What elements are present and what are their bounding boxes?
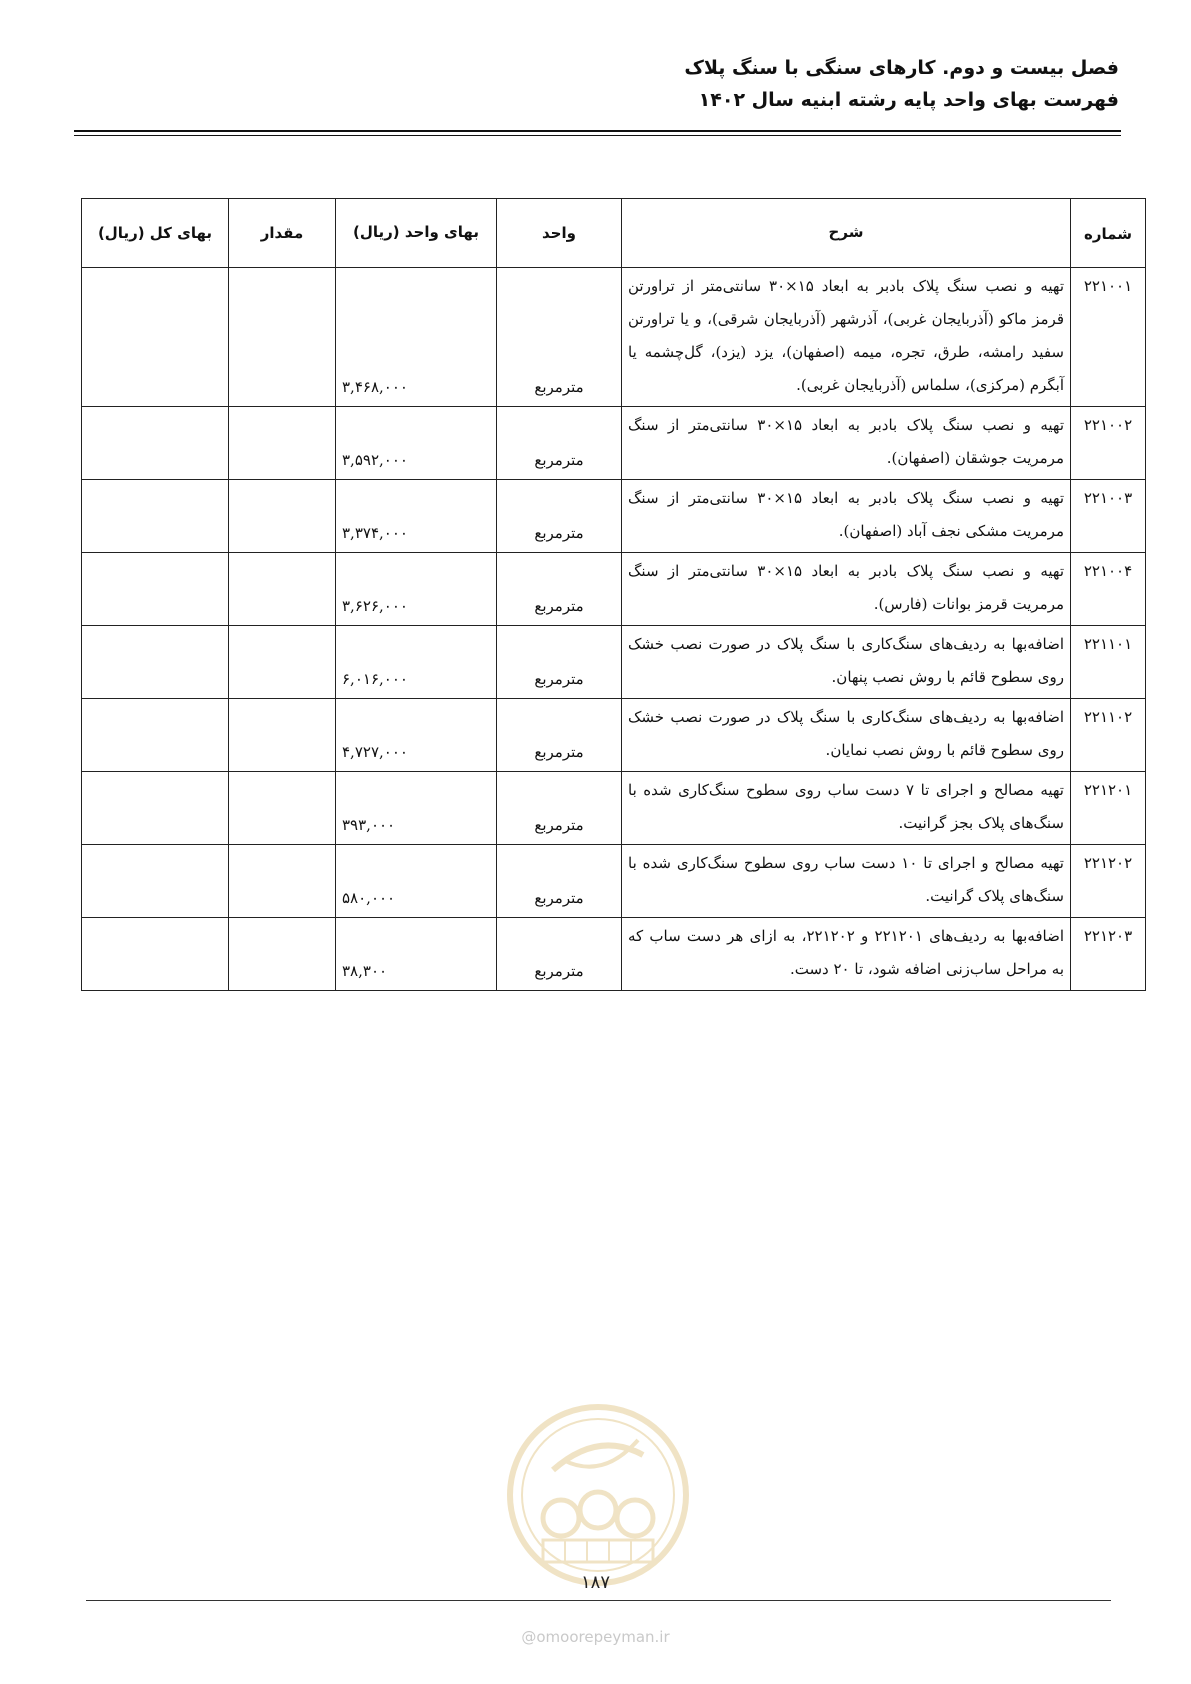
row-unit-price: ۳,۴۶۸,۰۰۰ — [336, 268, 497, 407]
row-quantity — [229, 918, 336, 991]
row-unit-price: ۳,۳۷۴,۰۰۰ — [336, 480, 497, 553]
row-quantity — [229, 772, 336, 845]
row-number: ۲۲۱۱۰۱ — [1071, 626, 1146, 699]
row-description: تهیه و نصب سنگ پلاک بادبر به ابعاد ۱۵×۳۰ سانتی‌متر از سنگ مرمریت مشکی نجف آباد (اصفهان). — [622, 480, 1071, 553]
column-header-quantity: مقدار — [229, 199, 336, 268]
row-quantity — [229, 699, 336, 772]
row-unit: مترمربع — [497, 268, 622, 407]
row-total-price — [82, 268, 229, 407]
row-unit-price: ۳,۵۹۲,۰۰۰ — [336, 407, 497, 480]
row-description: تهیه مصالح و اجرای تا ۷ دست ساب روی سطوح سنگ‌کاری شده با سنگ‌های پلاک بجز گرانیت. — [622, 772, 1071, 845]
row-description: تهیه و نصب سنگ پلاک بادبر به ابعاد ۱۵×۳۰ سانتی‌متر از سنگ مرمریت جوشقان (اصفهان). — [622, 407, 1071, 480]
chapter-title: فصل بیست و دوم. کارهای سنگی با سنگ پلاک — [684, 57, 1119, 79]
table-row — [82, 553, 1146, 626]
row-unit-price: ۳۹۳,۰۰۰ — [336, 772, 497, 845]
row-description: تهیه و نصب سنگ پلاک بادبر به ابعاد ۱۵×۳۰ سانتی‌متر از تراورتن قرمز ماکو (آذربایجان غربی)، آذرشهر (آذربایجان شرقی)، و یا تراورتن سفید رامشه، طرق، تجره، میمه (اصفهان)، یزد (یزد)، گل‌چشمه یا آبگرم (مرکزی)، سلماس (آذربایجان غربی). — [622, 268, 1071, 407]
row-total-price — [82, 918, 229, 991]
table-row — [82, 480, 1146, 553]
table-row — [82, 699, 1146, 772]
row-quantity — [229, 553, 336, 626]
table-body — [82, 268, 1146, 991]
row-description: اضافه‌بها به ردیف‌های سنگ‌کاری با سنگ پلاک در صورت نصب خشک روی سطوح قائم با روش نصب نمایان. — [622, 699, 1071, 772]
column-header-unit-price: بهای واحد (ریال) — [336, 199, 497, 268]
row-description: تهیه و نصب سنگ پلاک بادبر به ابعاد ۱۵×۳۰ سانتی‌متر از سنگ مرمریت قرمز بوانات (فارس). — [622, 553, 1071, 626]
row-unit-price: ۳,۶۲۶,۰۰۰ — [336, 553, 497, 626]
row-number: ۲۲۱۰۰۴ — [1071, 553, 1146, 626]
row-description: اضافه‌بها به ردیف‌های سنگ‌کاری با سنگ پلاک در صورت نصب خشک روی سطوح قائم با روش نصب پنهان. — [622, 626, 1071, 699]
row-quantity — [229, 845, 336, 918]
column-header-number: شماره — [1071, 199, 1146, 268]
row-total-price — [82, 626, 229, 699]
row-quantity — [229, 407, 336, 480]
header-rule — [74, 130, 1121, 132]
row-unit-price: ۶,۰۱۶,۰۰۰ — [336, 626, 497, 699]
row-total-price — [82, 699, 229, 772]
row-number: ۲۲۱۱۰۲ — [1071, 699, 1146, 772]
row-unit: مترمربع — [497, 772, 622, 845]
row-description: تهیه مصالح و اجرای تا ۱۰ دست ساب روی سطوح سنگ‌کاری شده با سنگ‌های پلاک گرانیت. — [622, 845, 1071, 918]
row-number: ۲۲۱۰۰۱ — [1071, 268, 1146, 407]
column-header-unit: واحد — [497, 199, 622, 268]
document-title: فهرست بهای واحد پایه رشته ابنیه سال ۱۴۰۲ — [698, 89, 1119, 111]
column-header-total-price: بهای کل (ریال) — [82, 199, 229, 268]
row-unit-price: ۴,۷۲۷,۰۰۰ — [336, 699, 497, 772]
row-number: ۲۲۱۲۰۱ — [1071, 772, 1146, 845]
column-header-description: شرح — [622, 199, 1071, 268]
row-unit: مترمربع — [497, 699, 622, 772]
table-row — [82, 268, 1146, 407]
row-unit: مترمربع — [497, 626, 622, 699]
table-row — [82, 918, 1146, 991]
row-quantity — [229, 626, 336, 699]
row-total-price — [82, 480, 229, 553]
row-total-price — [82, 553, 229, 626]
row-unit: مترمربع — [497, 407, 622, 480]
table-row — [82, 626, 1146, 699]
watermark: @omoorepeyman.ir — [521, 1628, 670, 1646]
header-rule-thin — [74, 135, 1121, 136]
row-quantity — [229, 480, 336, 553]
table-row — [82, 772, 1146, 845]
row-quantity — [229, 268, 336, 407]
row-unit: مترمربع — [497, 918, 622, 991]
row-total-price — [82, 845, 229, 918]
row-total-price — [82, 407, 229, 480]
table-header-row — [82, 199, 1146, 268]
footer-rule — [86, 1600, 1111, 1601]
table-row — [82, 407, 1146, 480]
row-number: ۲۲۱۰۰۲ — [1071, 407, 1146, 480]
row-number: ۲۲۱۰۰۳ — [1071, 480, 1146, 553]
row-unit: مترمربع — [497, 553, 622, 626]
page-header — [684, 52, 1119, 116]
row-number: ۲۲۱۲۰۲ — [1071, 845, 1146, 918]
price-table — [81, 198, 1146, 991]
row-total-price — [82, 772, 229, 845]
row-unit: مترمربع — [497, 845, 622, 918]
row-unit-price: ۵۸۰,۰۰۰ — [336, 845, 497, 918]
row-number: ۲۲۱۲۰۳ — [1071, 918, 1146, 991]
row-unit: مترمربع — [497, 480, 622, 553]
row-description: اضافه‌بها به ردیف‌های ۲۲۱۲۰۱ و ۲۲۱۲۰۲، به ازای هر دست ساب که به مراحل ساب‌زنی اضافه شود، تا ۲۰ دست. — [622, 918, 1071, 991]
row-unit-price: ۳۸,۳۰۰ — [336, 918, 497, 991]
table-row — [82, 845, 1146, 918]
logo-seal-icon — [503, 1400, 693, 1590]
page-number: ۱۸۷ — [580, 1572, 610, 1593]
